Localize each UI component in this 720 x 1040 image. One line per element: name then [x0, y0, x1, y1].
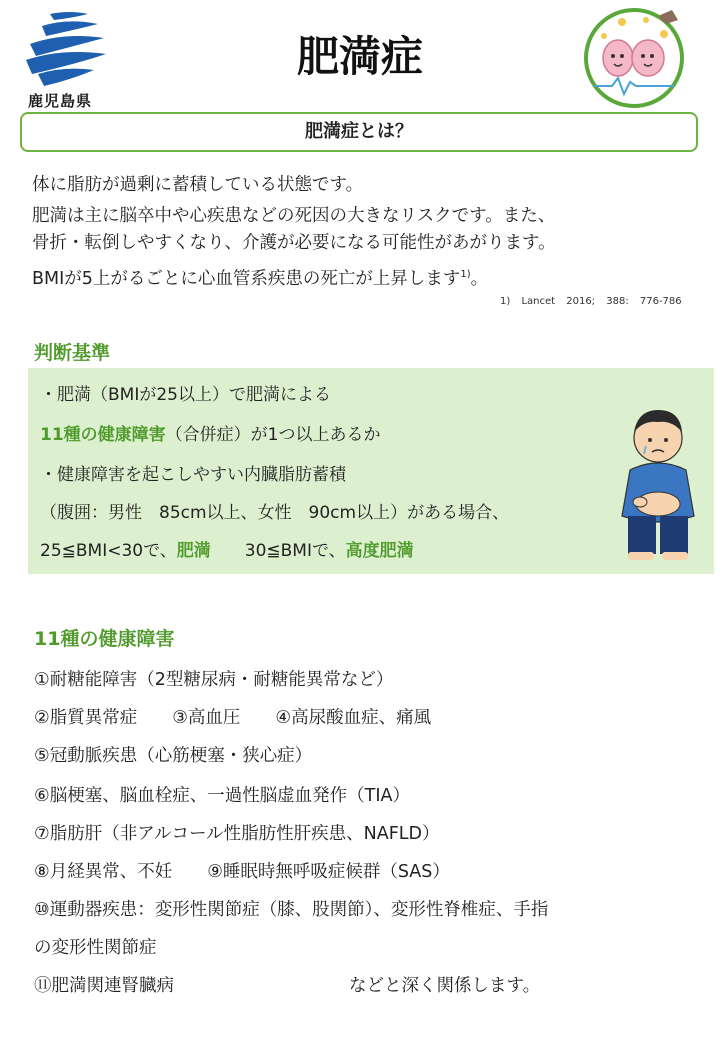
intro-paragraph-3: BMIが5上がるごとに心血管系疾患の死亡が上昇します$^{1)}$。 — [32, 268, 489, 289]
criteria-line-5 — [40, 536, 414, 561]
list-item: ①耐糖能障害（2型糖尿病・耐糖能異常など） — [34, 670, 394, 690]
intro-paragraph-3-text: BMIが5上がるごとに心血管系疾患の死亡が上昇します — [32, 268, 461, 289]
list-item: ⑩運動器疾患：変形性関節症（膝、股関節）、変形性脊椎症、手指 — [34, 900, 549, 920]
list-item: ⑪肥満関連腎臓病 などと深く関係します。 — [34, 976, 541, 996]
criteria-line-2-text: （合併症）が1つ以上あるか — [165, 425, 381, 445]
list-item: ⑦脂肪肝（非アルコール性脂肪性肝疾患、NAFLD） — [34, 824, 440, 844]
criteria-line-3: ・健康障害を起こしやすい内臓脂肪蓄積 — [40, 465, 346, 485]
intro-paragraph-2-line-1: 肥満は主に脳卒中や心疾患などの死因の大きなリスクです。また、 — [32, 206, 556, 226]
criteria-line-1: ・肥満（BMIが25以上）で肥満による — [40, 385, 331, 405]
list-item: の変形性関節症 — [34, 938, 157, 958]
disorders-heading: 11種の健康障害 — [34, 628, 175, 650]
healthy-organs-illustration — [582, 6, 686, 114]
intro-text — [32, 172, 702, 297]
heart-lungs-mascot-icon — [582, 6, 686, 110]
reference-note: 1) Lancet 2016; 388: 776-786 — [500, 296, 682, 307]
section-header-what-is-obesity: 肥満症とは？ — [20, 112, 698, 152]
criteria-line-2 — [40, 420, 381, 445]
criteria-box — [28, 368, 714, 574]
intro-paragraph-2-line-2: 骨折・転倒しやすくなり、介護が必要になる可能性があがります。 — [32, 233, 556, 253]
criteria-line-2-highlight: 11種の健康障害 — [40, 425, 166, 445]
reference-marker: 1) — [460, 269, 471, 280]
overweight-person-illustration-icon — [616, 398, 700, 562]
page-title: 肥満症 — [296, 32, 423, 81]
criteria-line-5-text-b: 30≦BMIで、 — [210, 541, 346, 561]
list-item: ⑧月経異常、不妊 ⑨睡眠時無呼吸症候群（SAS） — [34, 862, 450, 882]
list-item: ②脂質異常症 ③高血圧 ④高尿酸血症、痛風 — [34, 708, 432, 728]
criteria-obesity-label: 肥満 — [176, 541, 211, 561]
list-item: ⑥脳梗塞、脳血栓症、一過性脳虚血発作（TIA） — [34, 786, 411, 806]
criteria-line-4: （腹囲：男性 85cm以上、女性 90cm以上）がある場合、 — [40, 503, 510, 523]
logo-text: 鹿児島県 — [28, 92, 93, 110]
criteria-severe-obesity-label: 高度肥満 — [345, 541, 414, 561]
criteria-heading: 判断基準 — [34, 342, 111, 364]
list-item: ⑤冠動脈疾患（心筋梗塞・狭心症） — [34, 746, 313, 766]
intro-paragraph-1: 体に脂肪が過剰に蓄積している状態です。 — [32, 175, 364, 195]
intro-paragraph-2 — [32, 203, 702, 257]
criteria-line-5-text-a: 25≦BMI<30で、 — [40, 541, 177, 561]
